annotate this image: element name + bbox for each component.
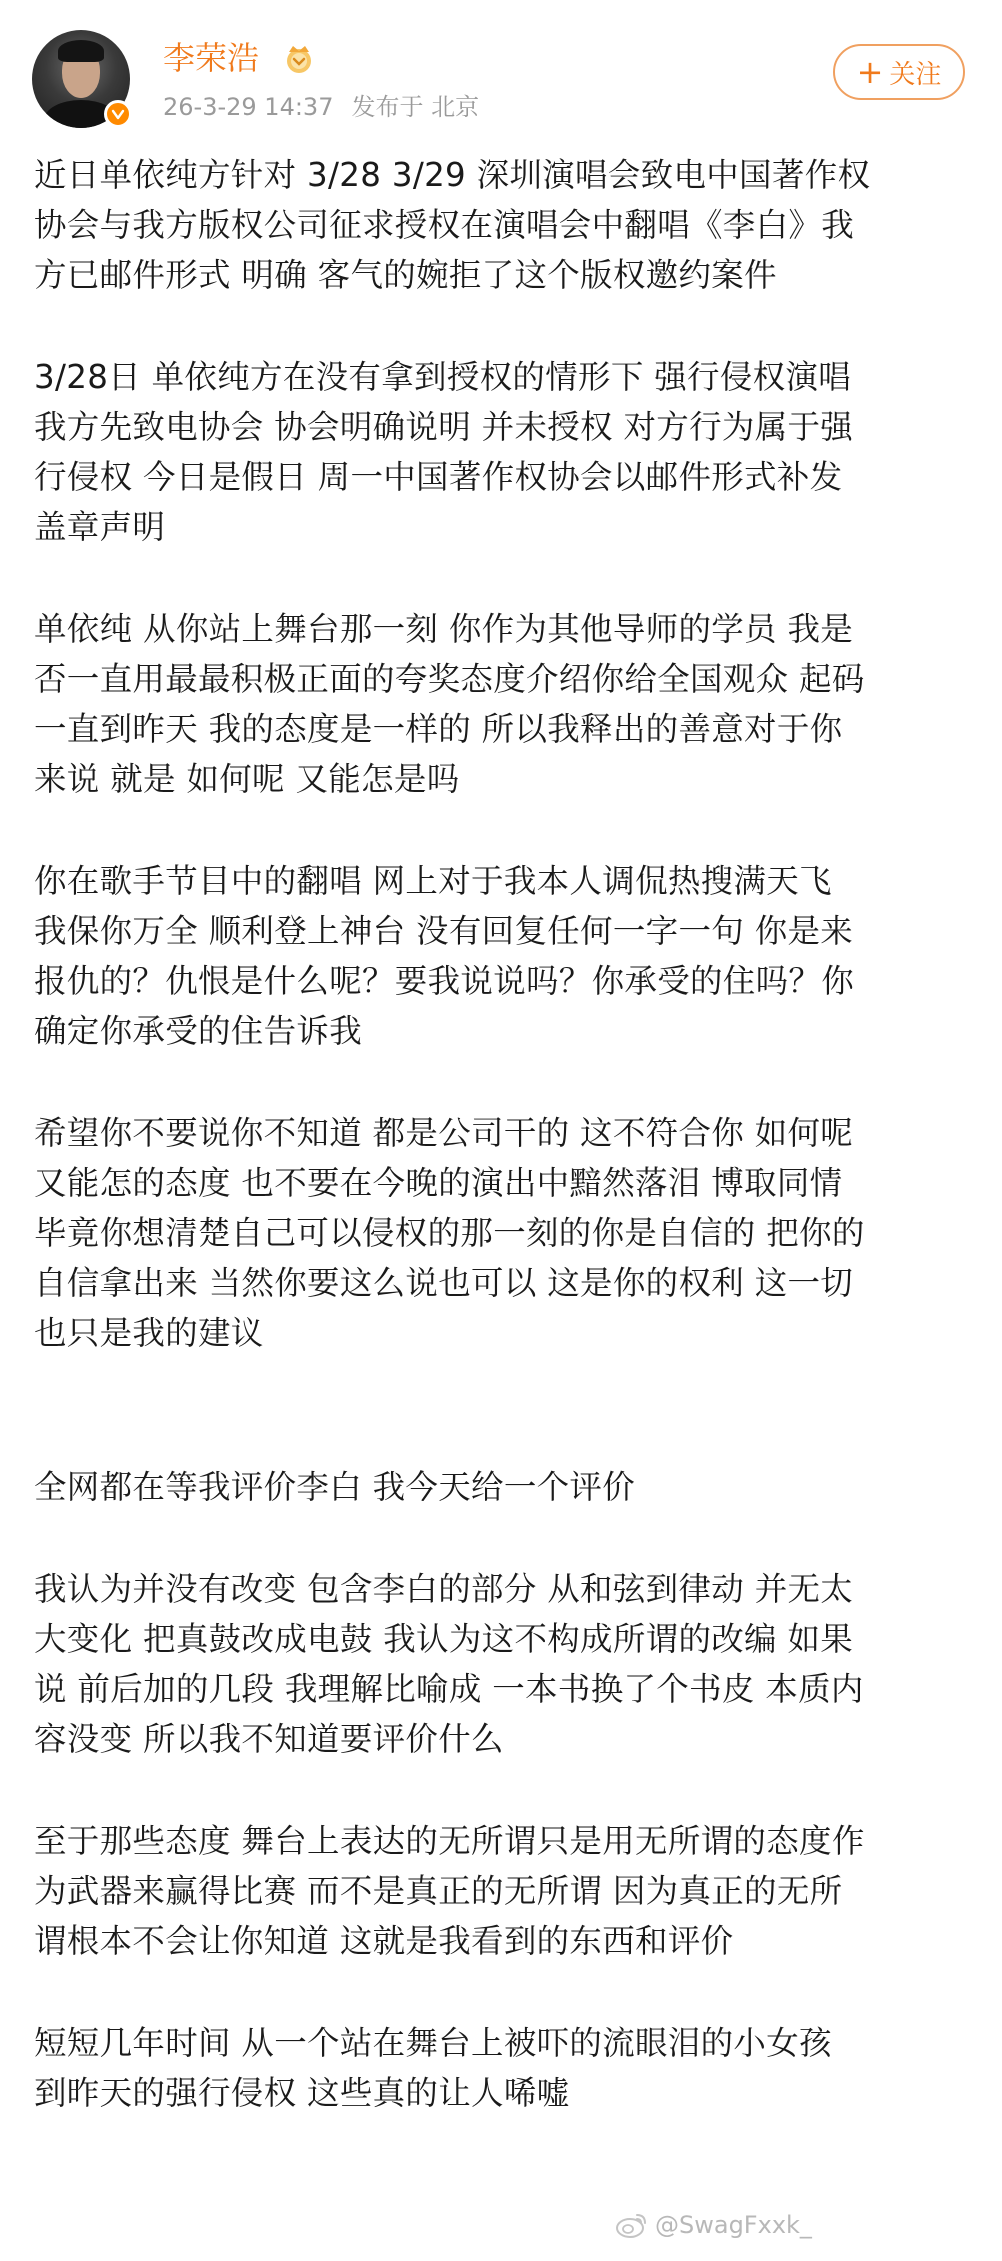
post-paragraph: 全网都在等我评价李白 我今天给一个评价 — [34, 1468, 636, 1506]
follow-label: 关注 — [889, 59, 942, 90]
post-paragraph: 近日单依纯方针对 3/28 3/29 深圳演唱会致电中国著作权 协会与我方版权公司征求授权在演唱会中翻唱《李白》我 方已邮件形式 明确 客气的婉拒了这个版权邀约案件 — [34, 156, 871, 294]
weibo-logo-icon — [615, 2211, 649, 2239]
post-body — [34, 150, 974, 2118]
plus-icon: + — [856, 53, 884, 91]
post-paragraph: 我认为并没有改变 包含李白的部分 从和弦到律动 并无太 大变化 把真鼓改成电鼓 我认为这不构成所谓的改编 如果 说 前后加的几段 我理解比喻成 一本书换了个书皮 本质内 容没变 所以我不知道要评价什么 — [34, 1570, 864, 1758]
follow-button[interactable] — [833, 44, 965, 100]
username[interactable]: 李荣浩 — [163, 39, 260, 77]
post-location: 发布于 北京 — [351, 93, 480, 121]
post-timestamp: 26-3-29 14:37 — [163, 93, 334, 121]
post-header — [0, 0, 1002, 140]
post-paragraph: 你在歌手节目中的翻唱 网上对于我本人调侃热搜满天飞 我保你万全 顺利登上神台 没有回复任何一字一句 你是来 报仇的？仇恨是什么呢？要我说说吗？你承受的住吗？你 确定你承受的住告诉我 — [34, 862, 855, 1050]
watermark-text: @SwagFxxk_ — [655, 2211, 812, 2239]
watermark — [615, 2211, 812, 2239]
post-paragraph: 3/28日 单依纯方在没有拿到授权的情形下 强行侵权演唱 我方先致电协会 协会明确说明 并未授权 对方行为属于强 行侵权 今日是假日 周一中国著作权协会以邮件形式补发 盖章声明 — [34, 358, 854, 546]
post-paragraph: 希望你不要说你不知道 都是公司干的 这不符合你 如何呢 又能怎的态度 也不要在今晚的演出中黯然落泪 博取同情 毕竟你想清楚自己可以侵权的那一刻的你是自信的 把你的 自信拿出来 当然你要这么说也可以 这是你的权利 这一切 也只是我的建议 — [34, 1114, 865, 1352]
post-paragraph: 单依纯 从你站上舞台那一刻 你作为其他导师的学员 我是 否一直用最最积极正面的夸奖态度介绍你给全国观众 起码 一直到昨天 我的态度是一样的 所以我释出的善意对于你 来说 就是 如何呢 又能怎是吗 — [34, 610, 865, 798]
verified-icon — [104, 100, 132, 128]
post-meta — [163, 92, 479, 122]
crown-badge-icon — [282, 42, 316, 76]
post-paragraph: 至于那些态度 舞台上表达的无所谓只是用无所谓的态度作 为武器来赢得比赛 而不是真正的无所谓 因为真正的无所 谓根本不会让你知道 这就是我看到的东西和评价 — [34, 1822, 865, 1960]
post-paragraph: 短短几年时间 从一个站在舞台上被吓的流眼泪的小女孩 到昨天的强行侵权 这些真的让人唏嘘 — [34, 2024, 832, 2112]
